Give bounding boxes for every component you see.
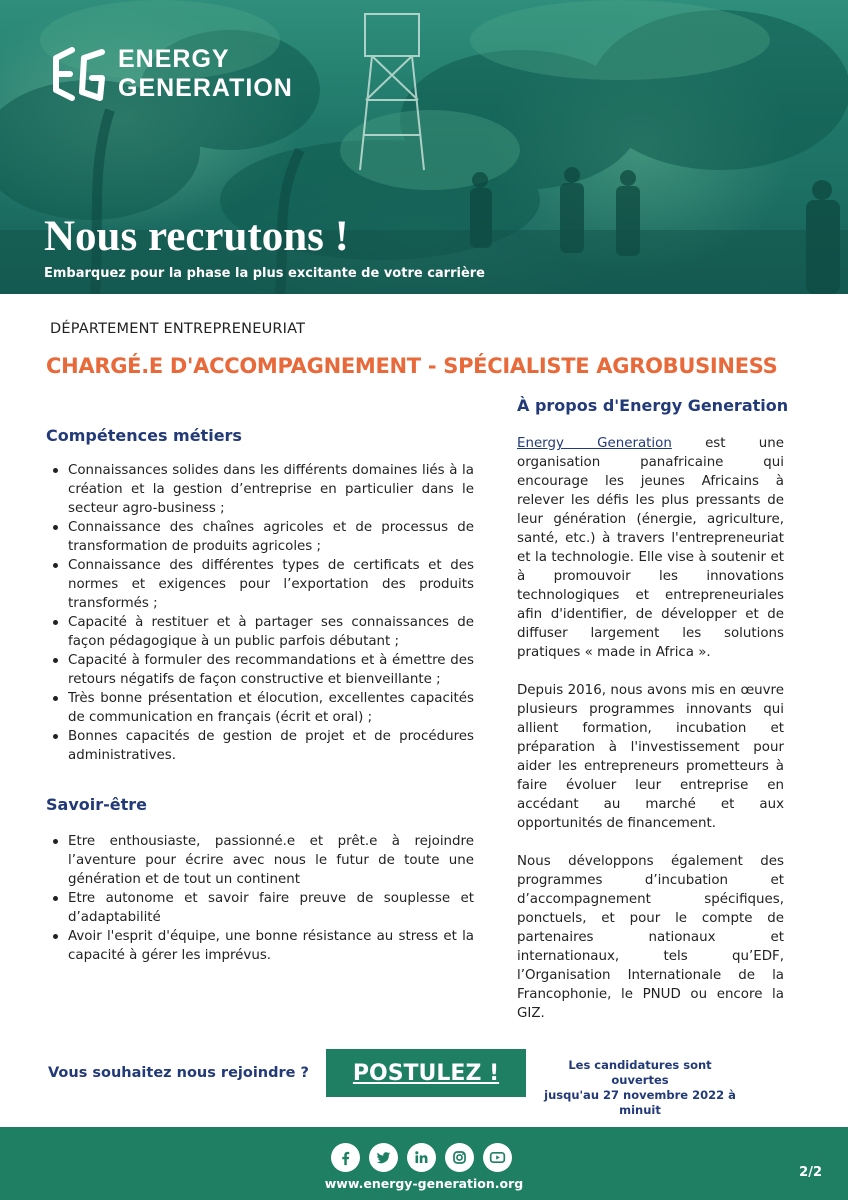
deadline-note	[540, 1058, 740, 1118]
about-paragraph-1-text: est une organisation panafricaine qui encourage les jeunes Africains à relever les défis les plus pressants de leur génération (énergie, agriculture, santé, etc.) à travers l'entrepreneuriat et la technologie. Elle vise à soutenir et à promouvoir les innovations technologiques et entrepreneuriales afin d'identifier, de développer et de diffuser largement les solutions pratiques « made in Africa ».	[517, 436, 784, 660]
social-links	[331, 1143, 512, 1172]
brand-name-line2: GENERATION	[118, 74, 293, 102]
list-item: Connaissances solides dans les différents domaines liés à la création et la gestion d’entreprise en particulier dans le secteur agro-business ;	[46, 461, 474, 518]
about-paragraph-1	[517, 434, 784, 662]
list-item: Etre enthousiaste, passionné.e et prêt.e à rejoindre l’aventure pour écrire avec nous le futur de toute une génération et de tout un continent	[46, 832, 474, 889]
competences-list	[46, 461, 474, 765]
youtube-icon[interactable]	[483, 1143, 512, 1172]
twitter-icon[interactable]	[369, 1143, 398, 1172]
linkedin-icon[interactable]	[407, 1143, 436, 1172]
list-item: Bonnes capacités de gestion de projet et de procédures administratives.	[46, 727, 474, 765]
apply-button[interactable]: POSTULEZ !	[326, 1049, 526, 1097]
list-item: Connaissance des chaînes agricoles et de processus de transformation de produits agricoles ;	[46, 518, 474, 556]
about-title: À propos d'Energy Generation	[517, 396, 789, 415]
facebook-icon[interactable]	[331, 1143, 360, 1172]
website-link[interactable]	[0, 1176, 848, 1191]
job-title: CHARGÉ.E D'ACCOMPAGNEMENT - SPÉCIALISTE AGROBUSINESS	[46, 354, 778, 378]
deadline-line-2: jusqu'au 27 novembre 2022 à minuit	[544, 1088, 736, 1117]
about-paragraph-3: Nous développons également des programmes d’incubation et d’accompagnement spécifiques, ponctuels, et pour le compte de partenaires nationaux et internationaux, tels qu’EDF, l’Organisation Internationale de la Francophonie, le PNUD ou encore la GIZ.	[517, 854, 784, 1021]
list-item: Etre autonome et savoir faire preuve de souplesse et d’adaptabilité	[46, 889, 474, 927]
hero-subtitle: Embarquez pour la phase la plus excitante de votre carrière	[44, 266, 486, 281]
page-number: 2/2	[799, 1165, 822, 1180]
list-item: Très bonne présentation et élocution, excellentes capacités de communication en français (écrit et oral) ;	[46, 689, 474, 727]
savoir-etre-title: Savoir-être	[46, 795, 147, 814]
energy-generation-link[interactable]: Energy Generation	[517, 436, 672, 451]
deadline-line-1: Les candidatures sont ouvertes	[568, 1058, 712, 1087]
cta-question: Vous souhaitez nous rejoindre ?	[48, 1065, 309, 1081]
hero-banner	[0, 0, 848, 294]
hero-title: Nous recrutons !	[44, 213, 349, 260]
brand-name-line1: ENERGY	[118, 45, 230, 73]
brand-logo	[50, 44, 293, 104]
list-item: Connaissance des différentes types de certificats et des normes et exigences pour l’exportation des produits transformés ;	[46, 556, 474, 613]
footer	[0, 1127, 848, 1200]
about-paragraph-2: Depuis 2016, nous avons mis en œuvre plusieurs programmes innovants qui allient formation, incubation et préparation à l'investissement pour aider les entrepreneurs prometteurs à faire évoluer leur entreprise en accédant au marché et aux opportunités de financement.	[517, 683, 784, 831]
list-item: Capacité à restituer et à partager ses connaissances de façon pédagogique à un public parfois débutant ;	[46, 613, 474, 651]
competences-title: Compétences métiers	[46, 426, 242, 445]
department-label: DÉPARTEMENT ENTREPRENEURIAT	[50, 321, 306, 337]
savoir-etre-list	[46, 832, 474, 965]
about-text	[517, 434, 784, 1042]
website-url: www.energy-generation.org	[324, 1176, 524, 1191]
list-item: Avoir l'esprit d'équipe, une bonne résistance au stress et la capacité à gérer les imprévus.	[46, 927, 474, 965]
list-item: Capacité à formuler des recommandations et à émettre des retours négatifs de façon constructive et bienveillante ;	[46, 651, 474, 689]
eg-logo-icon	[50, 44, 110, 104]
instagram-icon[interactable]	[445, 1143, 474, 1172]
